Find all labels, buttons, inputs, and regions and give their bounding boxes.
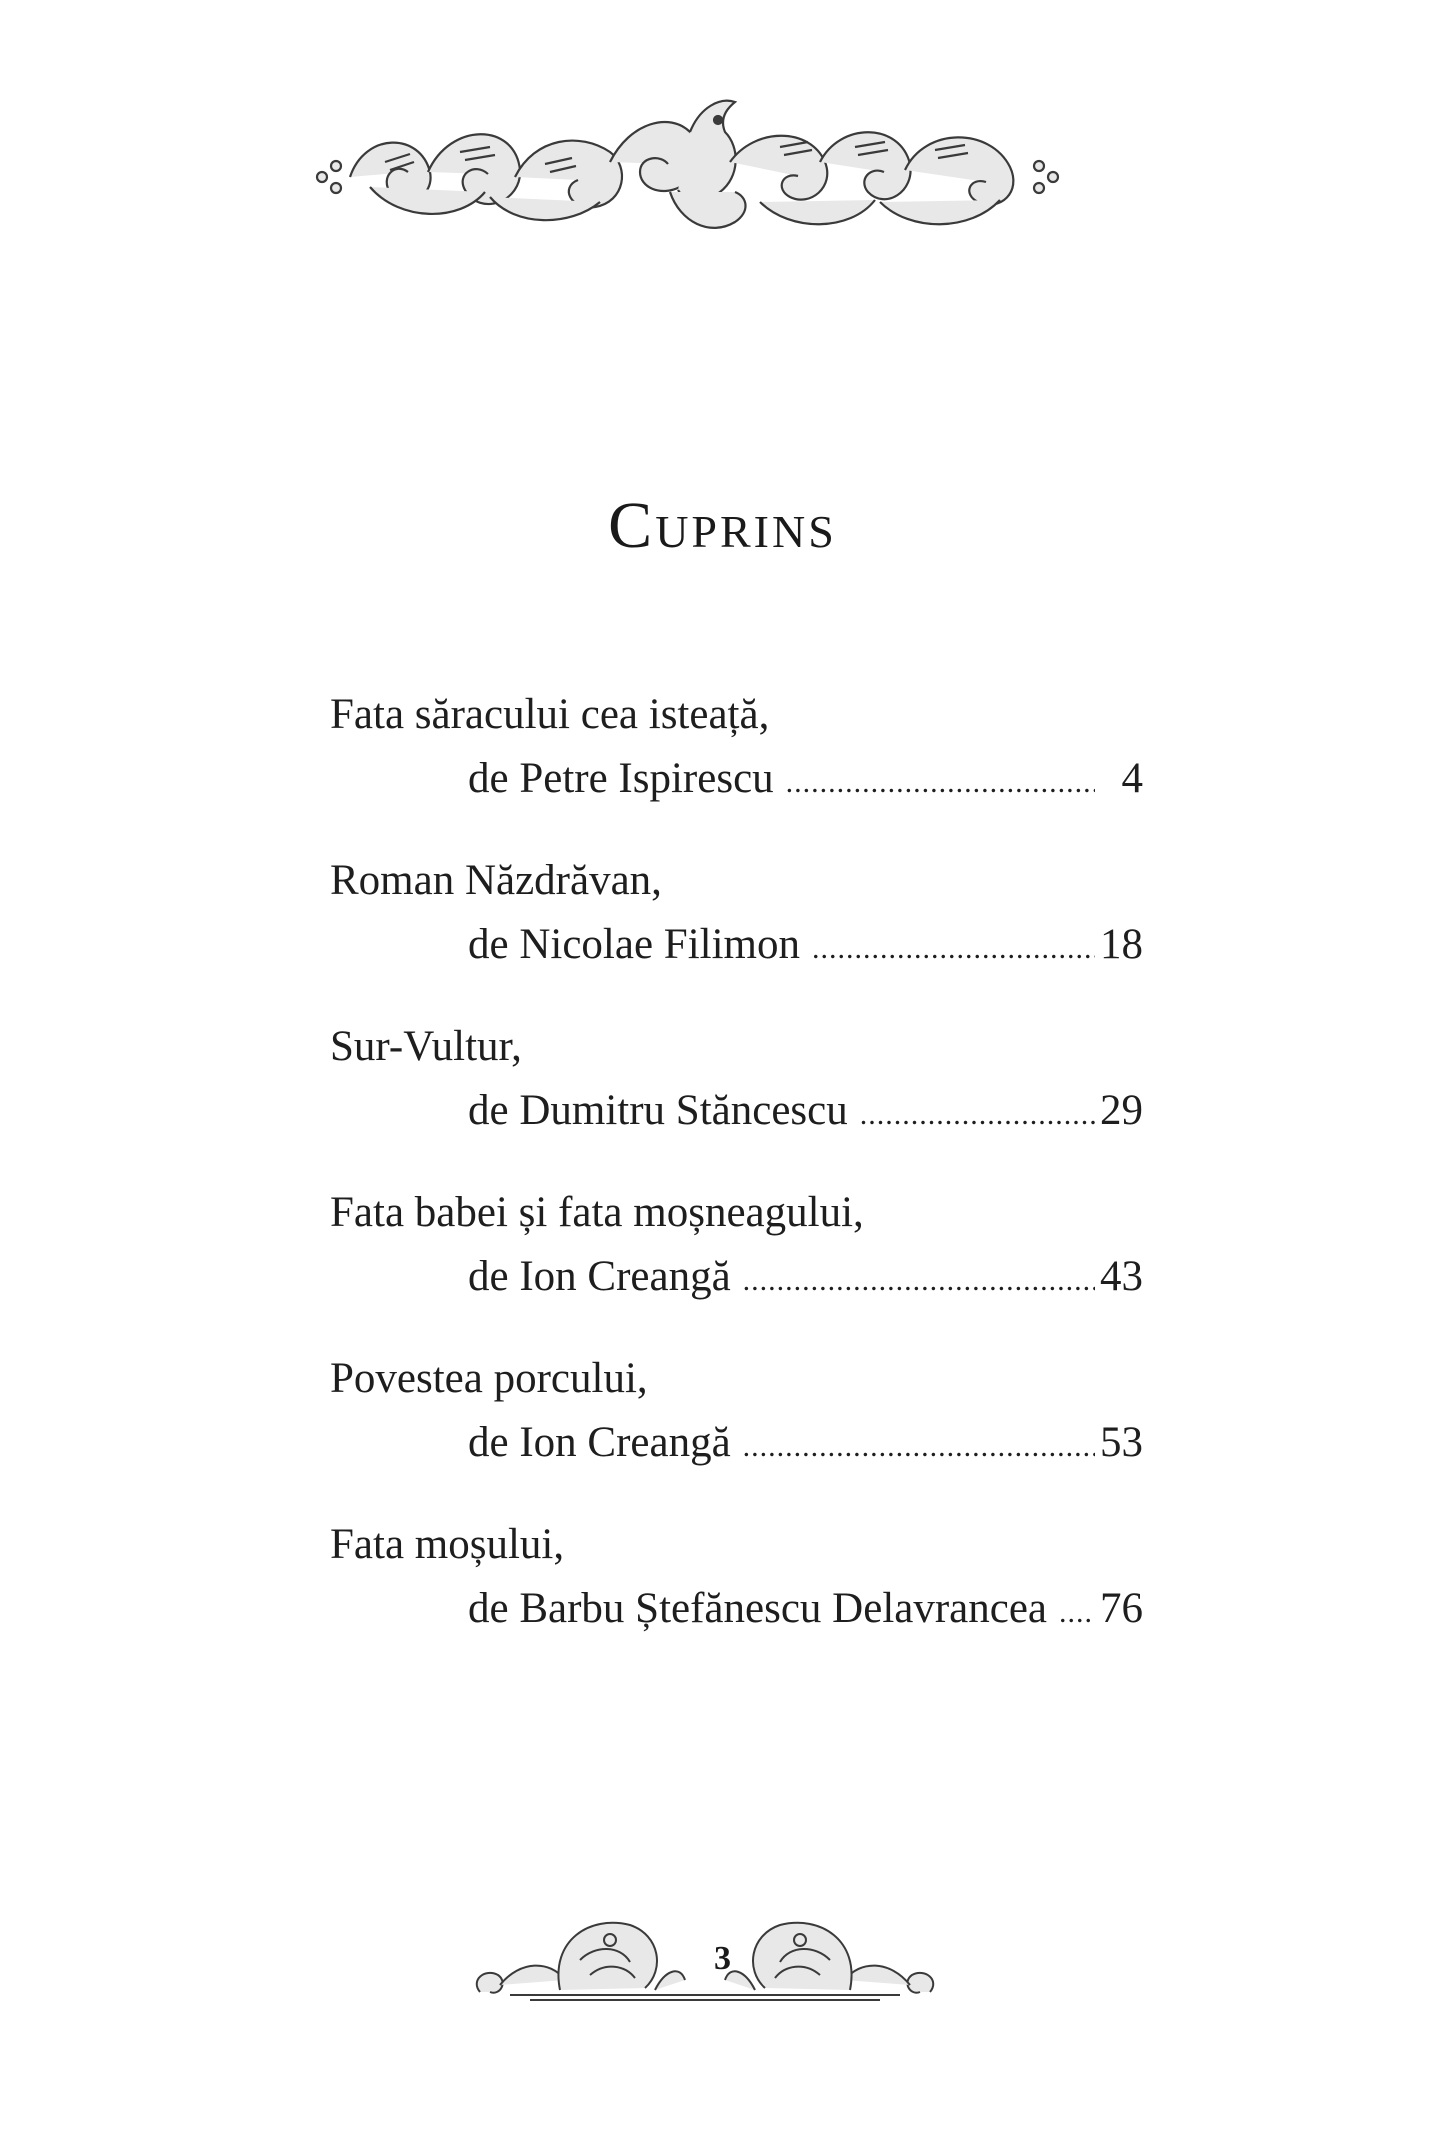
page-title: Cuprins	[608, 489, 837, 562]
entry-page-number: 76	[1100, 1585, 1143, 1632]
entry-author: de Barbu Ștefănescu Delavrancea	[468, 1585, 1048, 1632]
toc-entry[interactable]	[330, 1188, 1143, 1354]
entry-author: de Petre Ispirescu	[468, 755, 774, 802]
entry-author: de Dumitru Stăncescu	[468, 1087, 848, 1134]
toc-entry[interactable]	[330, 1520, 1143, 1686]
entry-page-number: 18	[1100, 921, 1143, 968]
page-number: 3	[714, 1940, 731, 1977]
entry-author-line	[468, 754, 1143, 814]
top-ornament	[310, 92, 1065, 247]
toc-entry[interactable]	[330, 1354, 1143, 1520]
entry-author: de Nicolae Filimon	[468, 921, 800, 968]
entry-title: Fata moșului,	[330, 1521, 565, 1568]
entry-title: Roman Năzdrăvan,	[330, 857, 662, 904]
dot-leader	[786, 766, 1095, 800]
dot-leader	[860, 1098, 1095, 1132]
dot-leader	[812, 932, 1095, 966]
entry-author-line	[468, 920, 1143, 980]
entry-title: Fata babei și fata moșneagului,	[330, 1189, 864, 1236]
entry-page-number: 53	[1100, 1419, 1143, 1466]
entry-page-number: 4	[1121, 755, 1143, 802]
toc-entry[interactable]	[330, 690, 1143, 856]
table-of-contents	[330, 690, 1143, 1686]
entry-author: de Ion Creangă	[468, 1419, 731, 1466]
entry-author-line	[468, 1086, 1143, 1146]
entry-author-line	[468, 1252, 1143, 1312]
entry-page-number: 29	[1100, 1087, 1143, 1134]
dot-leader	[1059, 1596, 1095, 1630]
entry-page-number: 43	[1100, 1253, 1143, 1300]
dot-leader	[743, 1430, 1095, 1464]
entry-title: Sur-Vultur,	[330, 1023, 522, 1070]
entry-title: Povestea porcului,	[330, 1355, 648, 1402]
entry-author-line	[468, 1418, 1143, 1478]
entry-author: de Ion Creangă	[468, 1253, 731, 1300]
entry-title: Fata săracului cea isteață,	[330, 691, 770, 738]
toc-entry[interactable]	[330, 1022, 1143, 1188]
entry-author-line	[468, 1584, 1143, 1644]
toc-entry[interactable]	[330, 856, 1143, 1022]
dot-leader	[743, 1264, 1095, 1298]
